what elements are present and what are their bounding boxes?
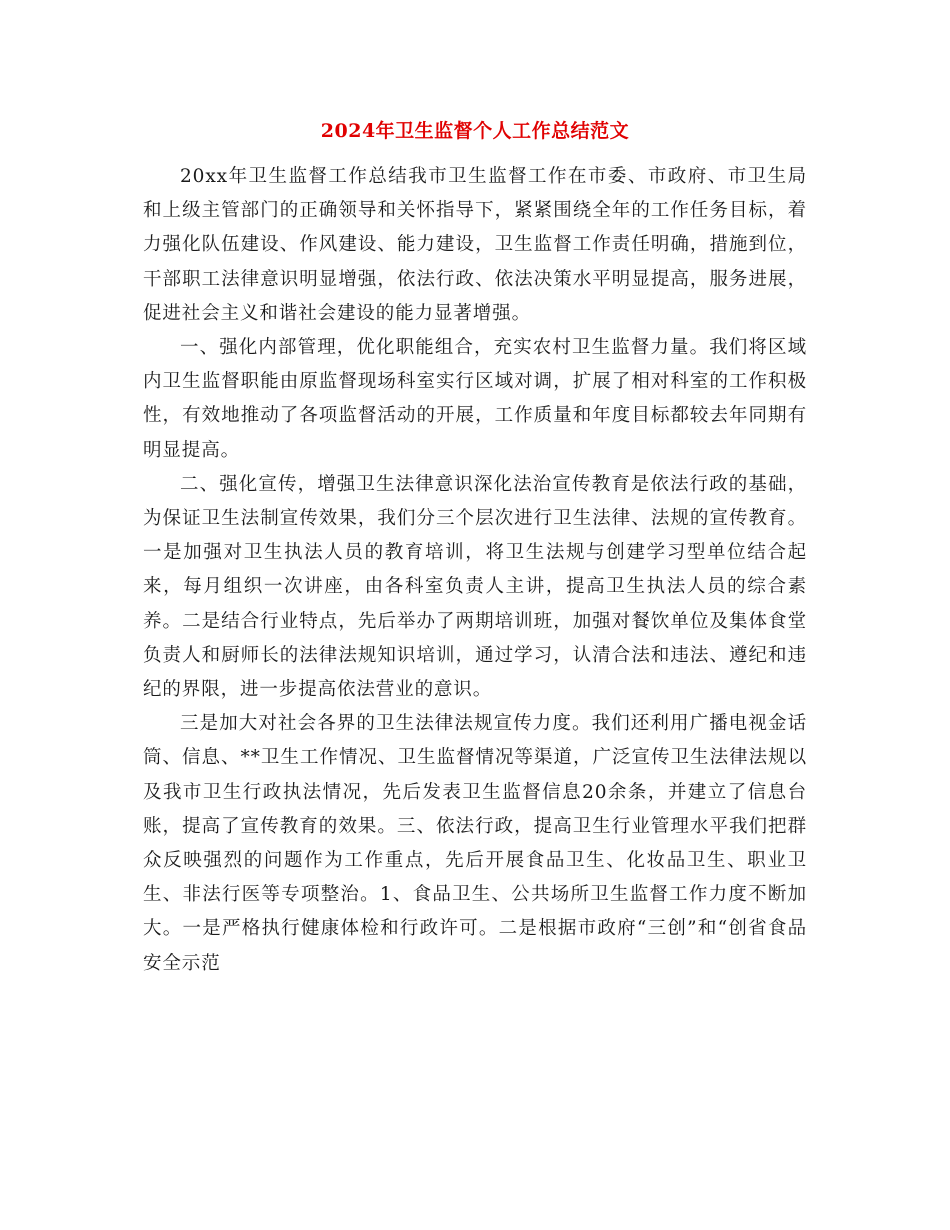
document-body: [143, 160, 807, 981]
paragraph-internal-management: 一、强化内部管理，优化职能组合，充实农村卫生监督力量。我们将区域内卫生监督职能由原监督现场科室实行区域对调，扩展了相对科室的工作积极性，有效地推动了各项监督活动的开展，工作质量和年度目标都较去年同期有明显提高。: [143, 337, 807, 461]
paragraph-intro: 20xx年卫生监督工作总结我市卫生监督工作在市委、市政府、市卫生局和上级主管部门的正确领导和关怀指导下，紧紧围绕全年的工作任务目标，着力强化队伍建设、作风建设、能力建设，卫生监督工作责任明确，措施到位，干部职工法律意识明显增强，依法行政、依法决策水平明显提高，服务进展，促进社会主义和谐社会建设的能力显著增强。: [143, 166, 807, 324]
paragraph-publicity: 二、强化宣传，增强卫生法律意识深化法治宣传教育是依法行政的基础，为保证卫生法制宣传效果，我们分三个层次进行卫生法律、法规的宣传教育。一是加强对卫生执法人员的教育培训，将卫生法规与创建学习型单位结合起来，每月组织一次讲座，由各科室负责人主讲，提高卫生执法人员的综合素养。二是结合行业特点，先后举办了两期培训班，加强对餐饮单位及集体食堂负责人和厨师长的法律法规知识培训，通过学习，认清合法和违法、遵纪和违纪的界限，进一步提高依法营业的意识。: [143, 473, 807, 701]
document-page: [143, 112, 807, 981]
paragraph-law-enforcement: 三是加大对社会各界的卫生法律法规宣传力度。我们还利用广播电视金话筒、信息、**卫生工作情况、卫生监督情况等渠道，广泛宣传卫生法律法规以及我市卫生行政执法情况，先后发表卫生监督信息20余条，并建立了信息台账，提高了宣传教育的效果。三、依法行政，提高卫生行业管理水平我们把群众反映强烈的问题作为工作重点，先后开展食品卫生、化妆品卫生、职业卫生、非法行医等专项整治。1、食品卫生、公共场所卫生监督工作力度不断加大。一是严格执行健康体检和行政许可。二是根据市政府“三创”和“创省食品安全示范: [143, 713, 807, 974]
document-title: 2024年卫生监督个人工作总结范文: [320, 120, 630, 142]
